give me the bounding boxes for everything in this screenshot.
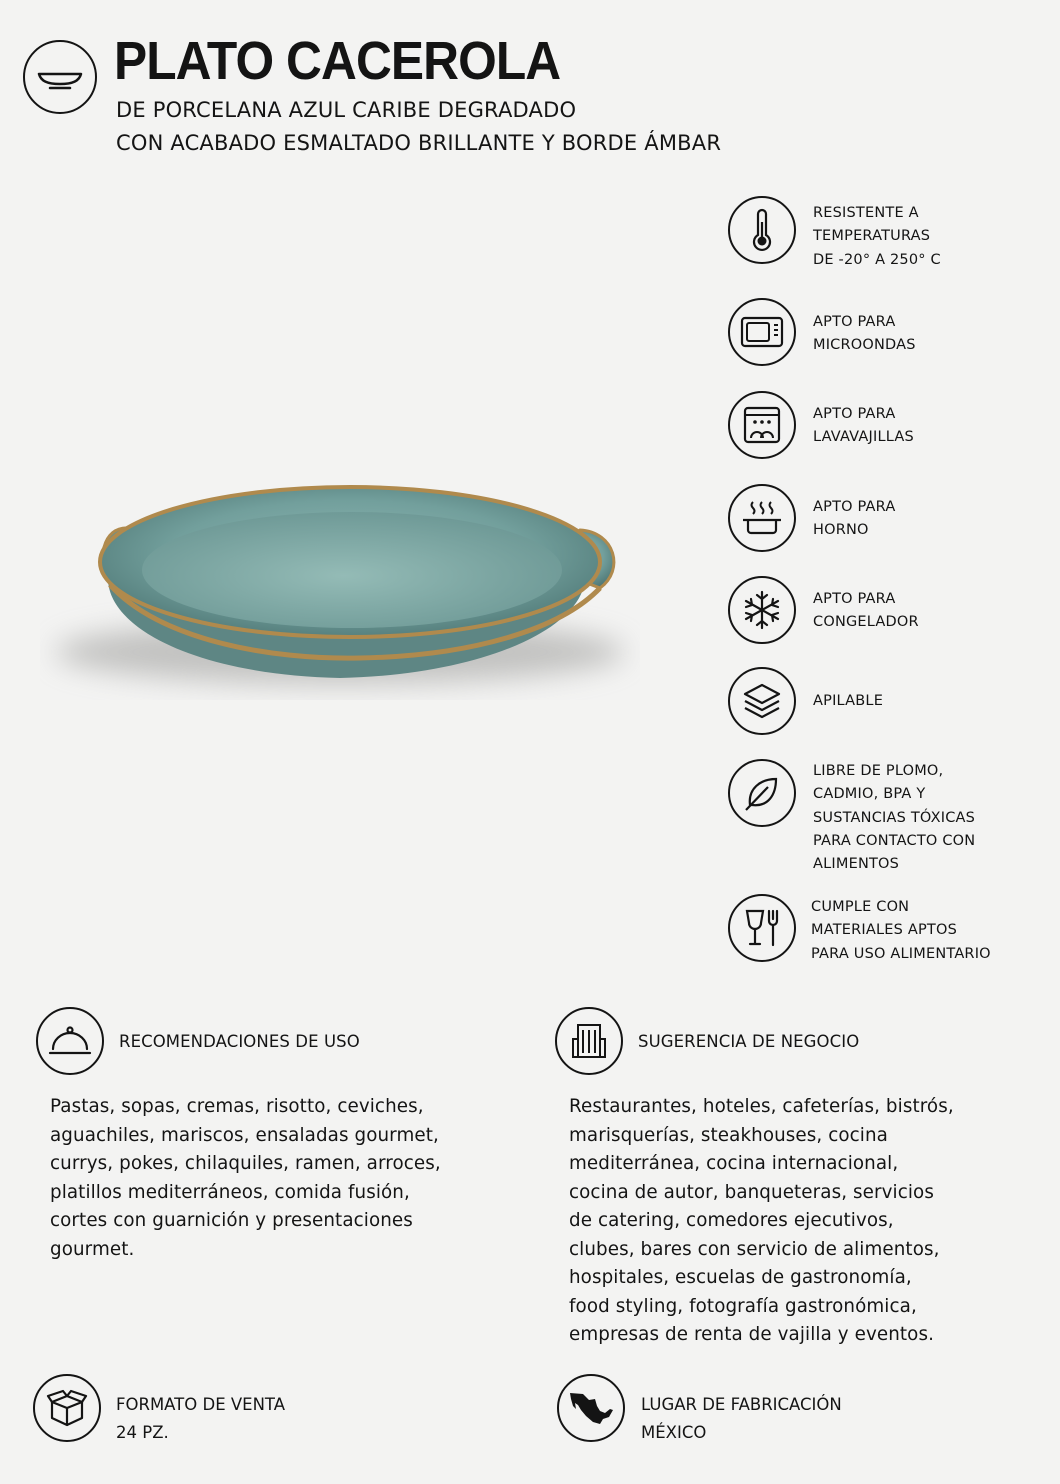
mexico-map-icon <box>557 1374 625 1442</box>
uso-title: RECOMENDACIONES DE USO <box>119 1032 360 1051</box>
cloche-icon <box>36 1007 104 1075</box>
formato-value: 24 PZ. <box>116 1423 169 1442</box>
thermometer-icon <box>728 196 796 264</box>
page-title: PLATO CACEROLA <box>114 31 561 91</box>
subtitle-line-2: CON ACABADO ESMALTADO BRILLANTE Y BORDE ÁMBAR <box>116 131 722 155</box>
plate-photo <box>40 470 640 700</box>
lugar-title: LUGAR DE FABRICACIÓN <box>641 1395 842 1414</box>
feature-freezer-text: APTO PARA CONGELADOR <box>813 591 919 631</box>
negocio-body: Restaurantes, hoteles, cafeterías, bistrós, marisquerías, steakhouses, cocina mediterránea, cocina internacional, cocina de autor, banqueteras, servicios de catering, comedores ejecutivos, clubes, bares con servicio de alimentos, hospitales, escuelas de gastronomía, food styling, fotografía gastronómica, empresas de renta de vajilla y eventos. <box>569 1096 954 1345</box>
feature-food-safe-text: CUMPLE CON MATERIALES APTOS PARA USO ALIMENTARIO <box>811 899 991 962</box>
formato-title: FORMATO DE VENTA <box>116 1395 286 1414</box>
feature-dishwasher-text: APTO PARA LAVAVAJILLAS <box>813 406 914 446</box>
box-icon <box>33 1374 101 1442</box>
lugar-value: MÉXICO <box>641 1423 707 1442</box>
microwave-icon <box>728 298 796 366</box>
feature-temperature-text: RESISTENTE A TEMPERATURAS DE -20° A 250° C <box>813 205 941 268</box>
stack-icon <box>728 667 796 735</box>
oven-icon <box>728 484 796 552</box>
plate-icon <box>23 40 97 114</box>
dishwasher-icon <box>728 391 796 459</box>
feature-microwave-text: APTO PARA MICROONDAS <box>813 314 916 354</box>
negocio-title: SUGERENCIA DE NEGOCIO <box>638 1032 860 1051</box>
feature-stackable-text: APILABLE <box>813 693 884 709</box>
snowflake-icon <box>728 576 796 644</box>
subtitle-line-1: DE PORCELANA AZUL CARIBE DEGRADADO <box>116 98 577 122</box>
uso-body: Pastas, sopas, cremas, risotto, ceviches, aguachiles, mariscos, ensaladas gourmet, currys, pokes, chilaquiles, ramen, arroces, platillos mediterráneos, comida fusión, cortes con guarnición y presentaciones gourmet. <box>50 1096 441 1260</box>
building-icon <box>555 1007 623 1075</box>
feature-lead-free-text: LIBRE DE PLOMO, CADMIO, BPA Y SUSTANCIAS TÓXICAS PARA CONTACTO CON ALIMENTOS <box>813 763 976 873</box>
glass-fork-icon <box>728 894 796 962</box>
feature-oven-text: APTO PARA HORNO <box>813 499 896 539</box>
leaf-icon <box>728 759 796 827</box>
